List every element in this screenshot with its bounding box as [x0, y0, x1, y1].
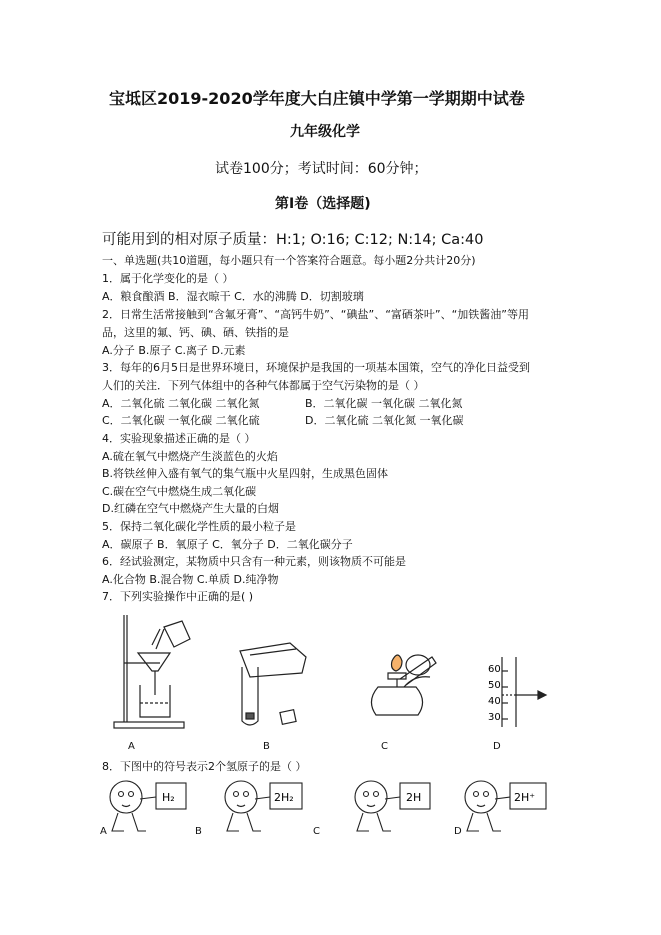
q7-figures — [100, 605, 570, 755]
q3-option-b: B．二氧化碳 一氧化碳 二氧化氮 — [305, 397, 463, 410]
q1-stem: 1．属于化学变化的是（ ） — [102, 272, 234, 285]
q1-options: A．粮食酿酒 B．湿衣晾干 C．水的沸腾 D．切割玻璃 — [102, 290, 364, 303]
q7-stem: 7．下列实验操作中正确的是( ) — [102, 590, 254, 603]
cyl-tick-40: 40 — [488, 696, 501, 707]
q4-option-c: C.碳在空气中燃烧生成二氧化碳 — [102, 485, 257, 498]
q3-stem-cont: 人们的关注．下列气体组中的各种气体都属于空气污染物的是（ ） — [102, 379, 425, 392]
symbol-a: H₂ — [162, 791, 175, 804]
filtration-apparatus — [114, 615, 190, 728]
q7-label-a: A — [128, 741, 135, 752]
q8-label-d: D — [454, 826, 462, 837]
cyl-tick-50: 50 — [488, 680, 501, 691]
cartoon-atom-b — [225, 781, 302, 831]
test-tube-apparatus — [240, 643, 306, 725]
cyl-tick-30: 30 — [488, 712, 501, 723]
subject-title: 九年级化学 — [290, 124, 360, 140]
q4-stem: 4．实验现象描述正确的是（ ） — [102, 432, 256, 445]
q3-option-d: D．二氧化硫 二氧化氮 一氧化碳 — [305, 414, 464, 427]
q3-stem: 3．每年的6月5日是世界环境日，环境保护是我国的一项基本国策，空气的净化日益受到 — [102, 361, 530, 374]
q7-label-c: C — [381, 741, 388, 752]
q7-label-b: B — [263, 741, 270, 752]
alcohol-lamp-apparatus — [371, 655, 436, 715]
q4-option-d: D.红磷在空气中燃烧产生大量的白烟 — [102, 502, 279, 515]
cartoon-atom-c — [355, 781, 430, 831]
q6-stem: 6．经试验测定，某物质中只含有一种元素，则该物质不可能是 — [102, 555, 406, 568]
q5-options: A．碳原子 B．氧原子 C．氧分子 D．二氧化碳分子 — [102, 538, 353, 551]
q8-stem: 8．下图中的符号表示2个氢原子的是（ ） — [102, 760, 307, 773]
q8-label-b: B — [195, 826, 202, 837]
q2-stem-cont: 品，这里的氟、钙、碘、硒、铁指的是 — [102, 326, 289, 339]
q3-option-c: C．二氧化碳 一氧化碳 二氧化硫 — [102, 414, 260, 427]
symbol-d: 2H⁺ — [514, 791, 536, 804]
q8-figures — [100, 775, 560, 845]
q4-option-a: A.硫在氧气中燃烧产生淡蓝色的火焰 — [102, 450, 278, 463]
section-title: 第I卷（选择题) — [275, 196, 371, 212]
cartoon-atom-d — [465, 781, 546, 831]
atomic-mass-line: 可能用到的相对原子质量：H:1; O:16; C:12; N:14; Ca:40 — [102, 232, 484, 248]
q2-stem: 2．日常生活常接触到“含氟牙膏”、“高钙牛奶”、“碘盐”、“富硒茶叶”、“加铁酱油”等用 — [102, 308, 529, 321]
q6-options: A.化合物 B.混合物 C.单质 D.纯净物 — [102, 573, 279, 586]
q4-option-b: B.将铁丝伸入盛有氧气的集气瓶中火星四射，生成黑色固体 — [102, 467, 389, 480]
q3-option-a: A．二氧化硫 二氧化碳 二氧化氮 — [102, 397, 260, 410]
q8-label-c: C — [313, 826, 320, 837]
symbol-b: 2H₂ — [274, 791, 294, 804]
measuring-cylinder — [502, 657, 546, 727]
exam-title: 宝坻区2019-2020学年度大白庄镇中学第一学期期中试卷 — [109, 89, 525, 108]
symbol-c: 2H — [406, 791, 422, 804]
q7-label-d: D — [493, 741, 501, 752]
cyl-tick-60: 60 — [488, 664, 501, 675]
q8-label-a: A — [100, 826, 107, 837]
part-intro: 一、单选题(共10道题，每小题只有一个答案符合题意。每小题2分共计20分) — [102, 254, 476, 267]
q5-stem: 5．保持二氧化碳化学性质的最小粒子是 — [102, 520, 296, 533]
q2-options: A.分子 B.原子 C.离子 D.元素 — [102, 344, 246, 357]
exam-info: 试卷100分；考试时间：60分钟； — [215, 161, 428, 177]
cartoon-atom-a — [110, 781, 186, 831]
